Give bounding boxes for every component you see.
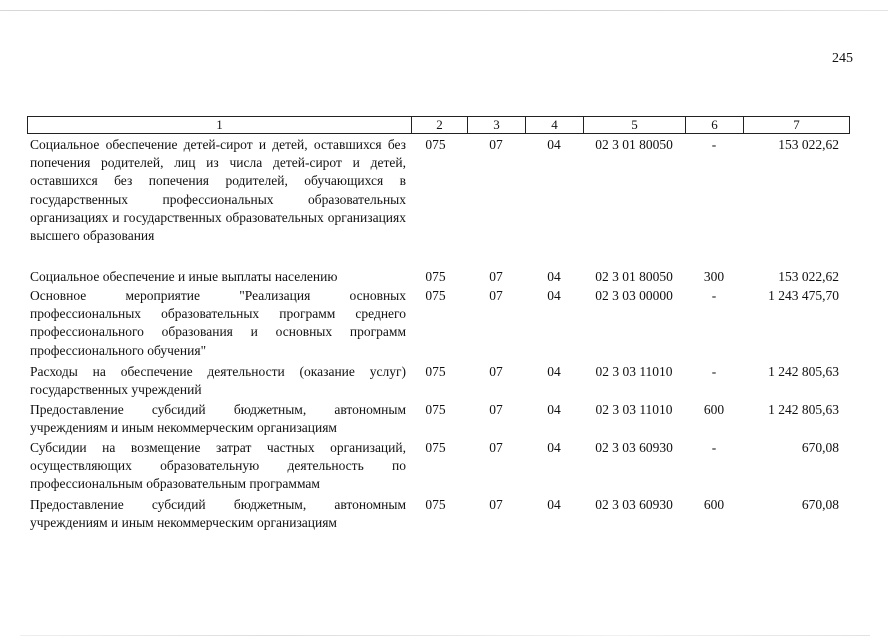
row-col7: 1 243 475,70 <box>768 288 839 303</box>
row-name: Предоставление субсидий бюджетным, автономным учреждениям и иным некоммерческим организациям <box>30 497 406 531</box>
row-col6: - <box>711 440 717 455</box>
row-col7: 153 022,62 <box>778 137 839 152</box>
row-col2: 075 <box>425 497 446 512</box>
row-col5: 02 3 03 00000 <box>595 288 673 303</box>
row-name: Субсидии на возмещение затрат частных организаций, осуществляющих образовательную деятельность по профессиональным образовательным программам <box>30 440 406 492</box>
row-col6: 600 <box>703 402 725 417</box>
row-col6: 300 <box>703 269 725 284</box>
row-col4: 04 <box>547 402 561 417</box>
row-col3: 07 <box>489 288 503 303</box>
row-col7: 153 022,62 <box>778 269 839 284</box>
row-name: Предоставление субсидий бюджетным, автономным учреждениям и иным некоммерческим организациям <box>30 402 406 436</box>
row-col7: 1 242 805,63 <box>768 364 839 379</box>
row-name: Расходы на обеспечение деятельности (оказание услуг) государственных учреждений <box>30 364 406 398</box>
table-header-cell-3: 3 <box>468 117 526 133</box>
row-col5: 02 3 03 11010 <box>595 364 673 379</box>
row-col4: 04 <box>547 497 561 512</box>
row-col4: 04 <box>547 288 561 303</box>
row-col2: 075 <box>425 137 446 152</box>
row-col7: 1 242 805,63 <box>768 402 839 417</box>
row-col6: 600 <box>703 497 725 512</box>
row-col3: 07 <box>489 497 503 512</box>
row-col7: 670,08 <box>801 440 839 455</box>
row-col2: 075 <box>425 364 446 379</box>
row-col3: 07 <box>489 137 503 152</box>
table-header-cell-6: 6 <box>686 117 744 133</box>
row-col7: 670,08 <box>801 497 839 512</box>
row-col4: 04 <box>547 269 561 284</box>
row-name: Социальное обеспечение и иные выплаты населению <box>30 269 338 284</box>
row-col5: 02 3 03 60930 <box>595 440 673 455</box>
row-name: Основное мероприятие "Реализация основных профессиональных образовательных программ среднего профессионального образования и основных программ профессионального обучения" <box>30 288 406 358</box>
row-col2: 075 <box>425 402 446 417</box>
row-col5: 02 3 03 60930 <box>595 497 673 512</box>
scan-bottom-edge <box>20 635 870 636</box>
row-col5: 02 3 01 80050 <box>595 269 673 284</box>
row-col3: 07 <box>489 440 503 455</box>
row-col5: 02 3 01 80050 <box>595 137 673 152</box>
row-col3: 07 <box>489 269 503 284</box>
row-col2: 075 <box>425 440 446 455</box>
table-header-cell-2: 2 <box>412 117 468 133</box>
table-header-cell-7: 7 <box>793 117 800 132</box>
row-col4: 04 <box>547 440 561 455</box>
table-header-cell-4: 4 <box>526 117 584 133</box>
row-col3: 07 <box>489 402 503 417</box>
table-header-cell-1: 1 <box>28 117 412 133</box>
row-col2: 075 <box>425 288 446 303</box>
row-col2: 075 <box>425 269 446 284</box>
page-number: 245 <box>832 51 853 66</box>
row-col6: - <box>711 137 717 152</box>
row-col5: 02 3 03 11010 <box>595 402 673 417</box>
row-col6: - <box>711 364 717 379</box>
row-col4: 04 <box>547 364 561 379</box>
row-name: Социальное обеспечение детей-сирот и детей, оставшихся без попечения родителей, лиц из числа детей-сирот и детей, оставшихся без попечения родителей, обучающихся в государственных профессиональных образовательных организациях и государственных образовательных организациях высшего образования <box>30 137 406 244</box>
row-col4: 04 <box>547 137 561 152</box>
row-col6: - <box>711 288 717 303</box>
row-col3: 07 <box>489 364 503 379</box>
table-header-cell-5: 5 <box>584 117 686 133</box>
